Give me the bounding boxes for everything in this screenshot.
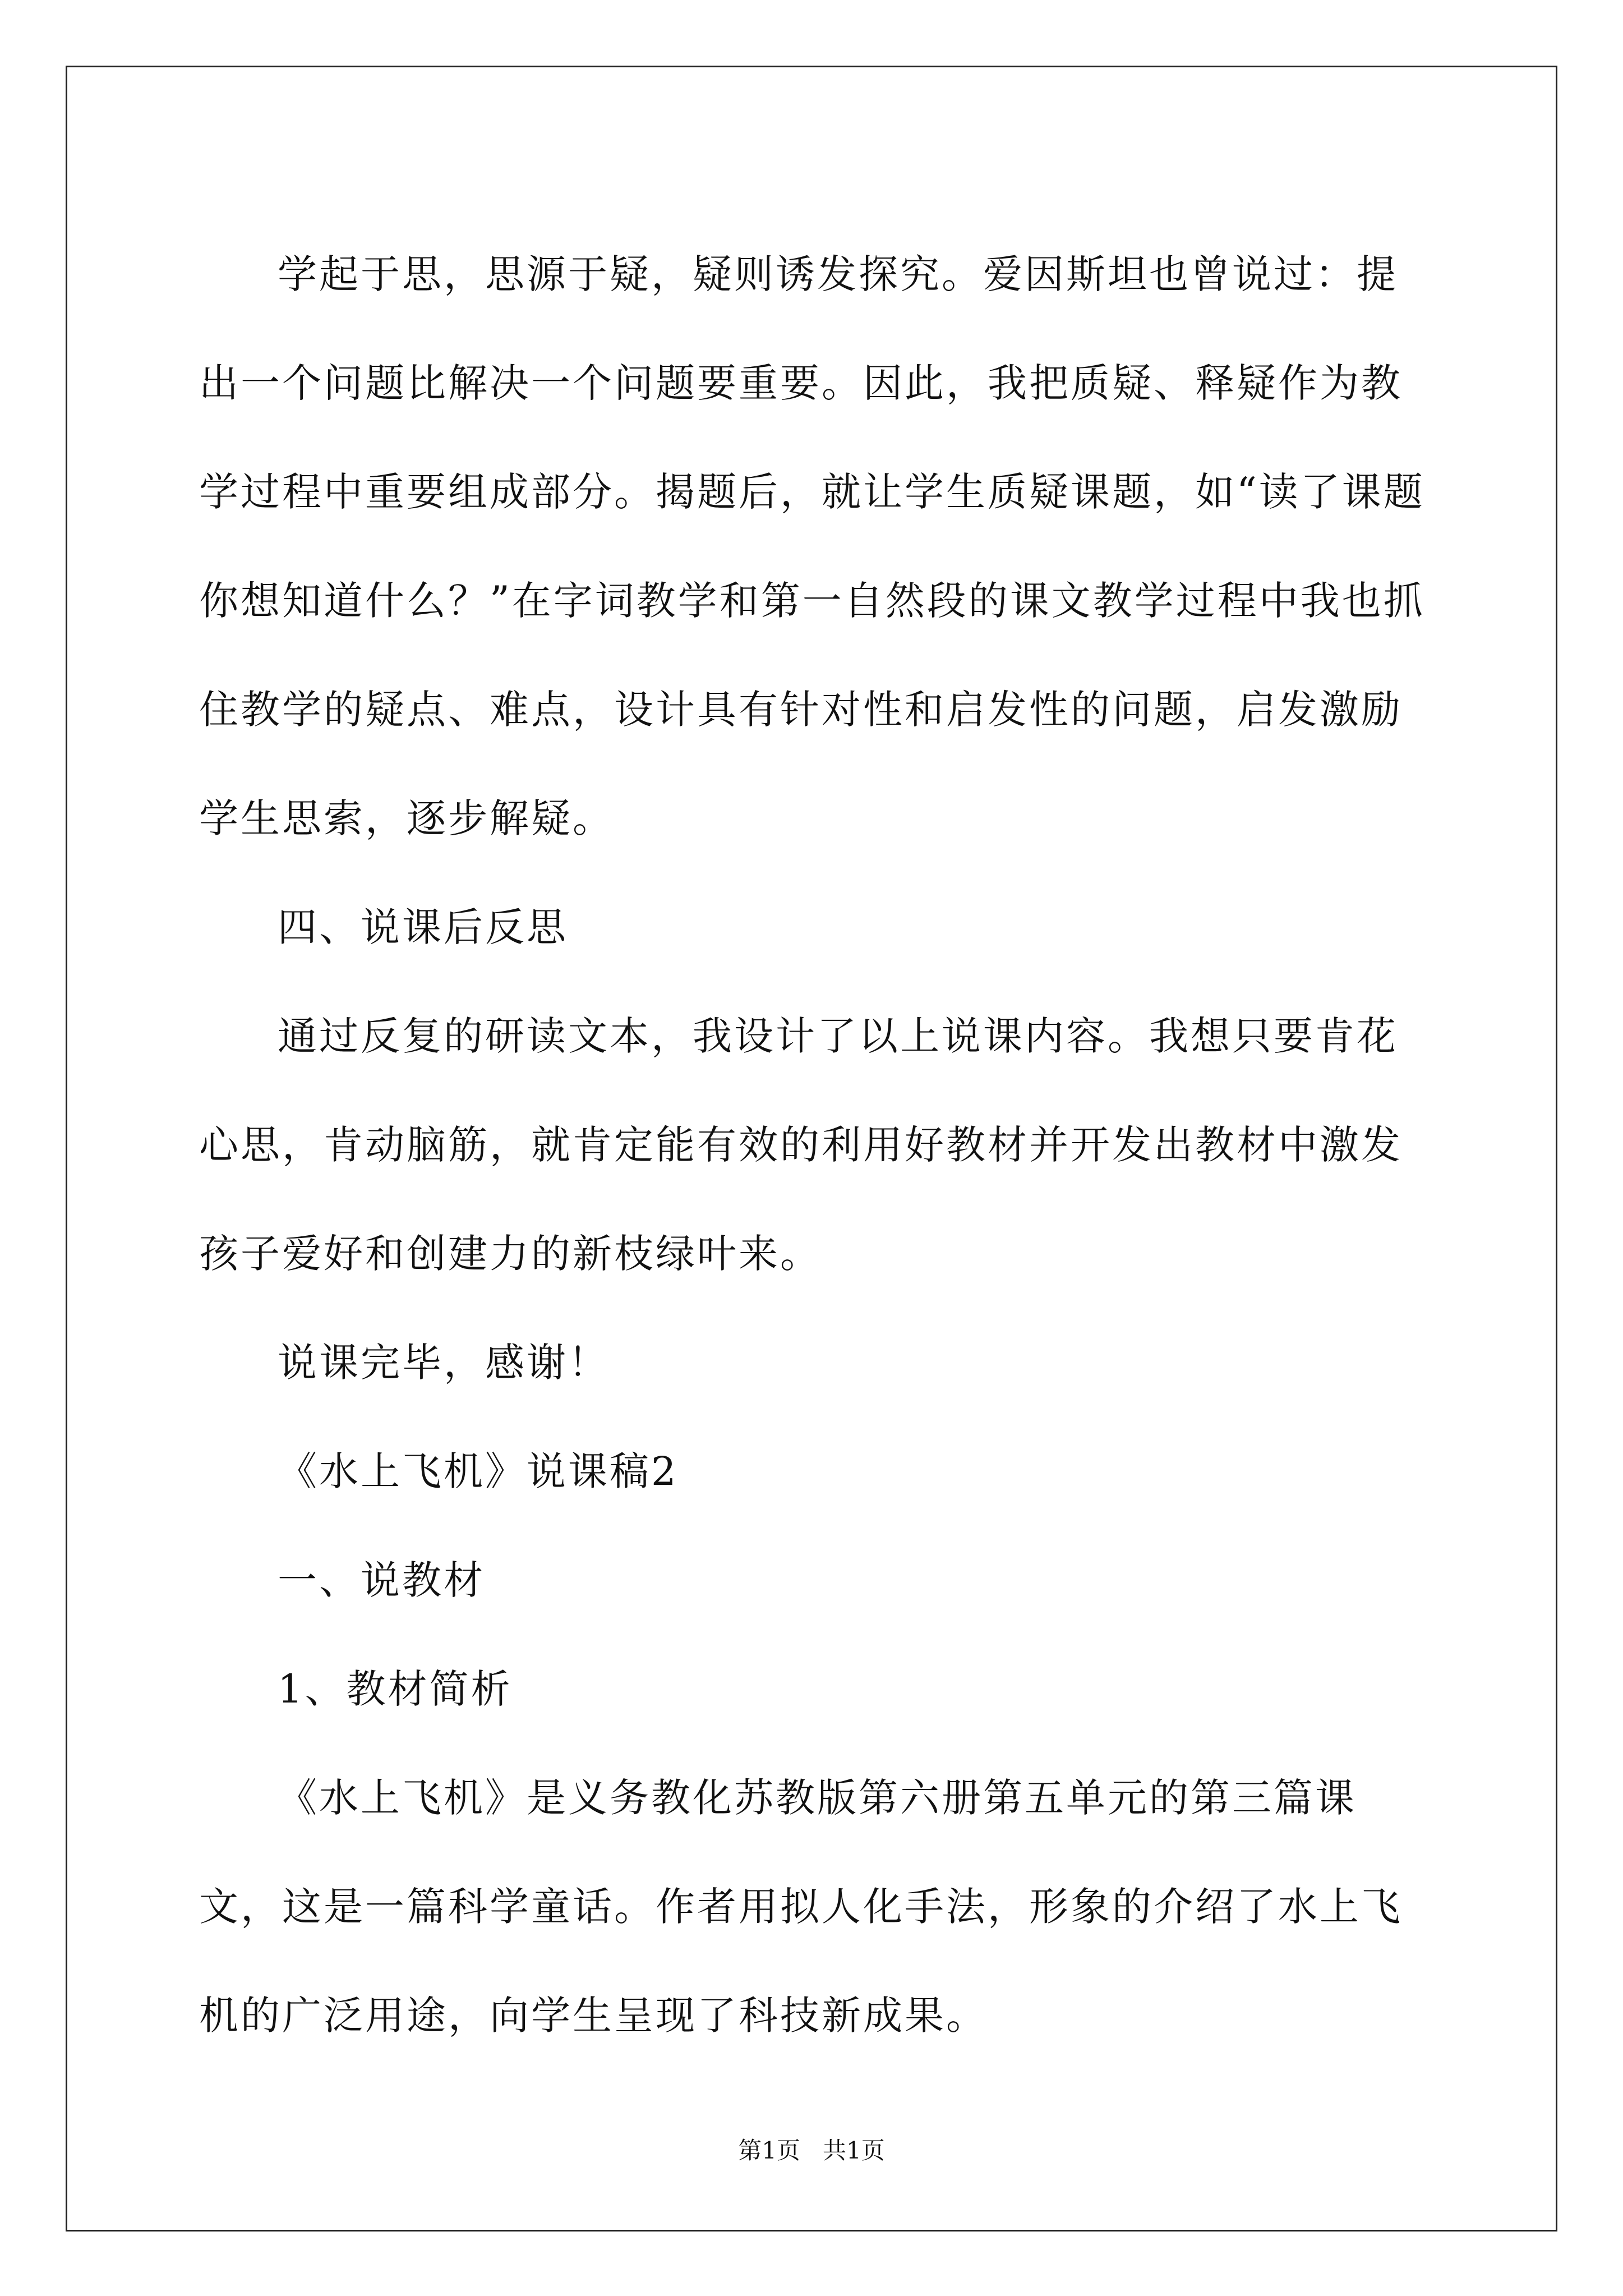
- page-number-total: 共1页: [823, 2137, 885, 2164]
- heading-material-analysis: 1、教材简析: [278, 1666, 513, 1712]
- paragraph-material-analysis: 《水上飞机》是义务教化苏教版第六册第五单元的第三篇课文，这是一篇科学童话。作者用拟人化手法，形象的介绍了水上飞机的广泛用途，向学生呈现了科技新成果。: [199, 1775, 1403, 2039]
- heading-teaching-material: 一、说教材: [278, 1557, 485, 1603]
- page-number-current: 第1页: [738, 2137, 800, 2164]
- paragraph-closing: 说课完毕，感谢！: [278, 1340, 610, 1386]
- page-footer: [0, 2134, 1623, 2168]
- document-body: [199, 220, 1430, 2070]
- heading-reflection: 四、说课后反思: [278, 904, 568, 950]
- paragraph-inquiry: 学起于思，思源于疑，疑则诱发探究。爱因斯坦也曾说过：提出一个问题比解决一个问题要重要。因此，我把质疑、释疑作为教学过程中重要组成部分。揭题后，就让学生质疑课题，如“读了课题你想知道什么？”在字词教学和第一自然段的课文教学过程中我也抓住教学的疑点、难点，设计具有针对性和启发性的问题，启发激励学生思索，逐步解疑。: [199, 251, 1425, 841]
- title-lesson-2: 《水上飞机》说课稿2: [278, 1448, 679, 1494]
- paragraph-reflection: 通过反复的研读文本，我设计了以上说课内容。我想只要肯花心思，肯动脑筋，就肯定能有效的利用好教材并开发出教材中激发孩子爱好和创建力的新枝绿叶来。: [199, 1013, 1403, 1277]
